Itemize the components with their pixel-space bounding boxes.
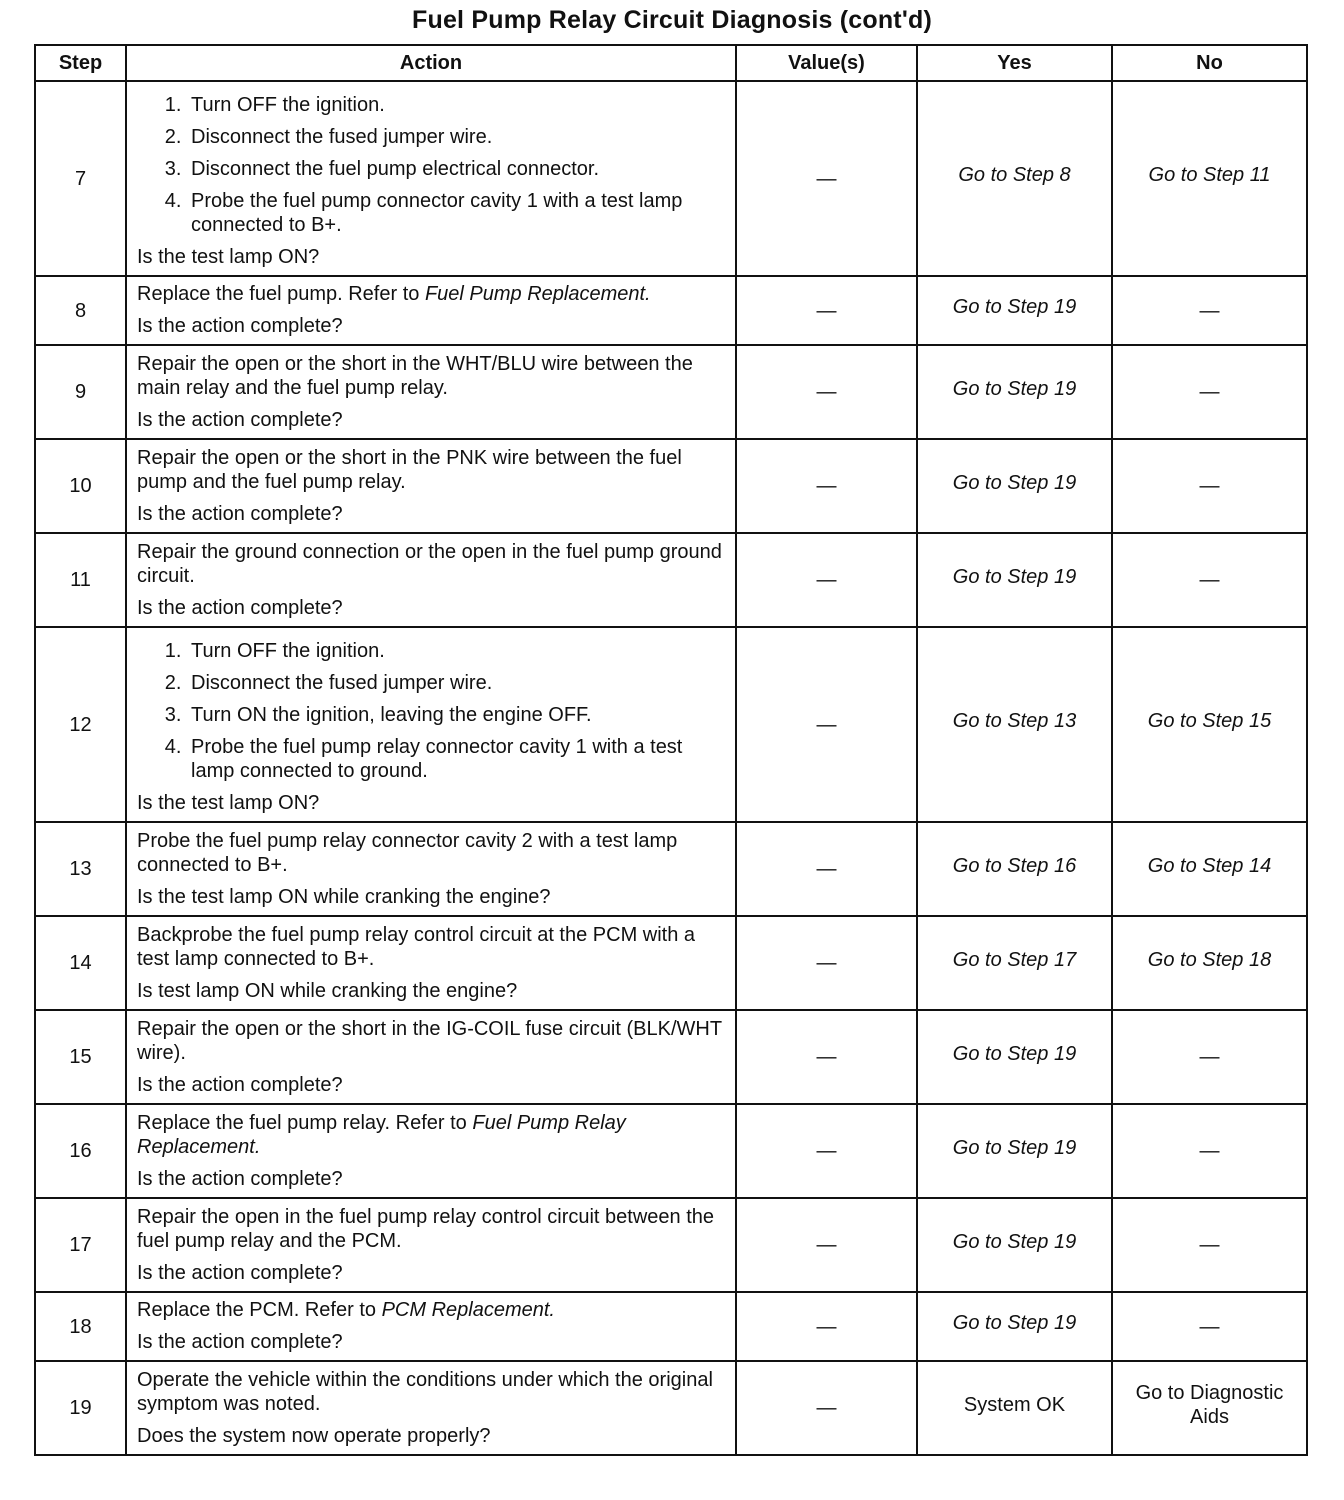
action-question: Is the action complete? <box>137 502 343 525</box>
step-number: 15 <box>35 1010 126 1104</box>
no-result-cell <box>1112 1292 1307 1361</box>
step-number: 18 <box>35 1292 126 1361</box>
action-step-item: 1. Turn OFF the ignition. <box>187 93 727 117</box>
action-question: Is the action complete? <box>137 1261 343 1284</box>
action-question: Is the action complete? <box>137 1073 343 1096</box>
action-description <box>137 1368 727 1416</box>
value-cell: — <box>736 81 917 276</box>
action-description <box>137 352 727 400</box>
action-description <box>137 1298 727 1322</box>
action-cell <box>126 916 736 1010</box>
action-cell <box>126 533 736 627</box>
step-number: 19 <box>35 1361 126 1455</box>
header-action: Action <box>126 45 736 81</box>
yes-result: System OK <box>963 1393 1066 1416</box>
action-description <box>137 923 727 971</box>
step-number: 17 <box>35 1198 126 1292</box>
step-number: 14 <box>35 916 126 1010</box>
table-row <box>35 1010 1307 1104</box>
action-steps-list <box>137 93 727 237</box>
no-result-cell <box>1112 627 1307 822</box>
action-question: Is the action complete? <box>137 408 343 431</box>
action-cell <box>126 345 736 439</box>
table-row <box>35 627 1307 822</box>
header-values: Value(s) <box>736 45 917 81</box>
table-row <box>35 916 1307 1010</box>
value-cell: — <box>736 533 917 627</box>
no-result: — <box>1199 1046 1220 1068</box>
step-number: 13 <box>35 822 126 916</box>
no-result: Go to Diagnostic Aids <box>1135 1381 1284 1428</box>
header-no: No <box>1112 45 1307 81</box>
action-description <box>137 829 727 877</box>
no-result-cell <box>1112 916 1307 1010</box>
table-body <box>35 81 1307 1455</box>
yes-result-cell <box>917 1198 1112 1292</box>
step-number: 12 <box>35 627 126 822</box>
no-result: — <box>1199 381 1220 403</box>
header-yes: Yes <box>917 45 1112 81</box>
yes-result: Go to Step 16 <box>952 854 1077 877</box>
action-text: Replace the fuel pump relay. Refer to <box>137 1111 473 1134</box>
action-text: Operate the vehicle within the conditions under which the original symptom was noted. <box>137 1368 713 1415</box>
step-number: 16 <box>35 1104 126 1198</box>
yes-result-cell <box>917 627 1112 822</box>
table-row <box>35 439 1307 533</box>
action-description <box>137 1111 727 1159</box>
yes-result: Go to Step 19 <box>952 377 1077 400</box>
action-step-item: 2. Disconnect the fused jumper wire. <box>187 671 727 695</box>
yes-result-cell <box>917 1292 1112 1361</box>
table-row <box>35 533 1307 627</box>
action-step-item: 4. Probe the fuel pump relay connector cavity 1 with a test lamp connected to ground. <box>187 735 727 783</box>
yes-result: Go to Step 19 <box>952 1136 1077 1159</box>
yes-result-cell <box>917 345 1112 439</box>
action-question: Does the system now operate properly? <box>137 1424 491 1447</box>
action-question: Is the action complete? <box>137 1331 343 1353</box>
no-result-cell <box>1112 439 1307 533</box>
no-result-cell <box>1112 345 1307 439</box>
action-cell <box>126 627 736 822</box>
table-row <box>35 1104 1307 1198</box>
action-step-item: 4. Probe the fuel pump connector cavity 1 with a test lamp connected to B+. <box>187 189 727 237</box>
value-cell: — <box>736 1361 917 1455</box>
action-question: Is test lamp ON while cranking the engine? <box>137 979 518 1002</box>
action-cell <box>126 1292 736 1361</box>
action-text: Repair the open in the fuel pump relay control circuit between the fuel pump relay and the PCM. <box>137 1205 715 1252</box>
value-cell: — <box>736 345 917 439</box>
value-cell: — <box>736 1198 917 1292</box>
page-title: Fuel Pump Relay Circuit Diagnosis (cont'd) <box>412 6 932 34</box>
table-row <box>35 345 1307 439</box>
value-cell: — <box>736 276 917 345</box>
action-step-item: 2. Disconnect the fused jumper wire. <box>187 125 727 149</box>
action-cell <box>126 822 736 916</box>
value-cell: — <box>736 439 917 533</box>
action-cell <box>126 439 736 533</box>
diagnosis-table <box>34 44 1308 1456</box>
yes-result: Go to Step 19 <box>952 471 1077 494</box>
value-cell: — <box>736 1104 917 1198</box>
action-text: Probe the fuel pump relay connector cavity 2 with a test lamp connected to B+. <box>137 829 678 876</box>
step-number: 11 <box>35 533 126 627</box>
action-text: Replace the PCM. Refer to <box>137 1299 382 1321</box>
action-text: Repair the open or the short in the IG-COIL fuse circuit (BLK/WHT wire). <box>137 1017 722 1064</box>
yes-result: Go to Step 19 <box>952 1042 1077 1065</box>
table-header-row <box>35 45 1307 81</box>
procedure-reference: PCM Replacement. <box>381 1299 555 1321</box>
value-cell: — <box>736 916 917 1010</box>
action-text: Repair the open or the short in the PNK wire between the fuel pump and the fuel pump relay. <box>137 446 682 493</box>
yes-result: Go to Step 19 <box>952 565 1077 588</box>
yes-result-cell <box>917 1010 1112 1104</box>
yes-result: Go to Step 19 <box>952 296 1077 318</box>
action-description <box>137 540 727 588</box>
no-result: Go to Step 15 <box>1147 710 1272 732</box>
action-cell <box>126 1010 736 1104</box>
value-cell: — <box>736 822 917 916</box>
no-result: Go to Step 11 <box>1148 164 1271 186</box>
action-cell <box>126 1104 736 1198</box>
value-cell: — <box>736 627 917 822</box>
no-result-cell <box>1112 1104 1307 1198</box>
no-result-cell <box>1112 533 1307 627</box>
no-result: — <box>1199 1140 1220 1162</box>
yes-result-cell <box>917 916 1112 1010</box>
no-result: — <box>1199 1234 1220 1256</box>
action-question: Is the action complete? <box>137 596 343 619</box>
action-description <box>137 446 727 494</box>
table-row <box>35 1198 1307 1292</box>
table-row <box>35 276 1307 345</box>
yes-result: Go to Step 17 <box>952 948 1077 971</box>
step-number: 10 <box>35 439 126 533</box>
procedure-reference: Fuel Pump Replacement. <box>424 283 651 305</box>
table-row <box>35 81 1307 276</box>
action-text: Repair the ground connection or the open in the fuel pump ground circuit. <box>137 540 722 587</box>
action-cell <box>126 1198 736 1292</box>
no-result: — <box>1199 1315 1220 1338</box>
yes-result-cell <box>917 276 1112 345</box>
no-result: — <box>1199 475 1220 497</box>
header-step: Step <box>35 45 126 81</box>
step-number: 9 <box>35 345 126 439</box>
action-text: Replace the fuel pump. Refer to <box>137 283 425 305</box>
yes-result: Go to Step 8 <box>958 164 1071 186</box>
value-cell: — <box>736 1010 917 1104</box>
action-text: Repair the open or the short in the WHT/BLU wire between the main relay and the fuel pump relay. <box>137 352 693 399</box>
no-result-cell <box>1112 1010 1307 1104</box>
no-result-cell <box>1112 276 1307 345</box>
action-cell <box>126 276 736 345</box>
no-result: — <box>1199 569 1220 591</box>
step-number: 7 <box>35 81 126 276</box>
table-row <box>35 1292 1307 1361</box>
table-row <box>35 822 1307 916</box>
no-result-cell <box>1112 81 1307 276</box>
no-result: Go to Step 14 <box>1147 854 1272 877</box>
action-description <box>137 1017 727 1065</box>
action-description <box>137 1205 727 1253</box>
yes-result: Go to Step 13 <box>952 710 1077 732</box>
yes-result-cell <box>917 81 1112 276</box>
action-step-item: 3. Disconnect the fuel pump electrical connector. <box>187 157 727 181</box>
yes-result: Go to Step 19 <box>952 1312 1077 1334</box>
no-result: Go to Step 18 <box>1147 948 1272 971</box>
action-step-item: 3. Turn ON the ignition, leaving the engine OFF. <box>187 703 727 727</box>
no-result: — <box>1199 299 1220 322</box>
yes-result: Go to Step 19 <box>952 1230 1077 1253</box>
action-step-item: 1. Turn OFF the ignition. <box>187 639 727 663</box>
yes-result-cell <box>917 439 1112 533</box>
value-cell: — <box>736 1292 917 1361</box>
procedure-reference: Fuel Pump Relay Replacement. <box>137 1111 626 1158</box>
yes-result-cell <box>917 1361 1112 1455</box>
no-result-cell <box>1112 822 1307 916</box>
step-number: 8 <box>35 276 126 345</box>
action-question: Is the action complete? <box>137 315 343 337</box>
no-result-cell <box>1112 1198 1307 1292</box>
action-steps-list <box>137 639 727 783</box>
yes-result-cell <box>917 822 1112 916</box>
yes-result-cell <box>917 1104 1112 1198</box>
action-question: Is the test lamp ON? <box>137 246 320 268</box>
action-description <box>137 282 727 306</box>
action-text: Backprobe the fuel pump relay control circuit at the PCM with a test lamp connected to B+. <box>137 923 696 970</box>
action-question: Is the test lamp ON while cranking the engine? <box>137 885 551 908</box>
yes-result-cell <box>917 533 1112 627</box>
action-cell <box>126 81 736 276</box>
action-cell <box>126 1361 736 1455</box>
action-question: Is the action complete? <box>137 1167 343 1190</box>
action-question: Is the test lamp ON? <box>137 792 320 814</box>
no-result-cell <box>1112 1361 1307 1455</box>
table-row <box>35 1361 1307 1455</box>
